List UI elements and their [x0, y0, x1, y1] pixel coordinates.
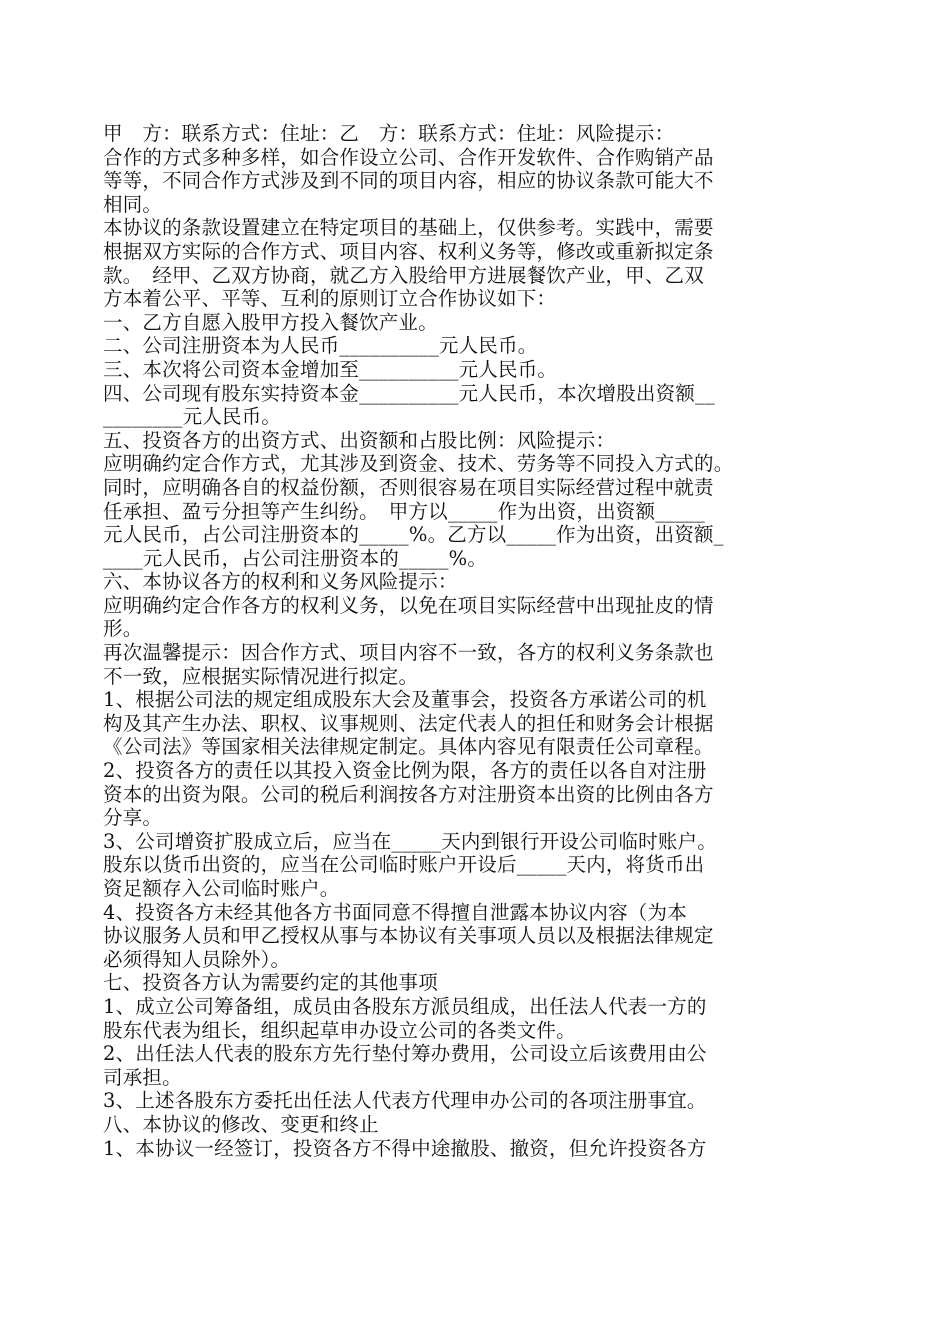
text-line: 资本的出资为限。公司的税后利润按各方对注册资本出资的比例由各方: [103, 782, 714, 806]
text-line: 任承担、盈亏分担等产生纠纷。 甲方以_____作为出资，出资额_____: [103, 499, 705, 523]
text-line: [103, 1160, 863, 1184]
text-line: 款。 经甲、乙双方协商，就乙方入股给甲方进展餐饮产业，甲、乙双: [103, 263, 704, 287]
text-line: 方本着公平、平等、互利的原则订立合作协议如下：: [103, 287, 557, 311]
text-line: ____元人民币，占公司注册资本的_____%。: [103, 546, 488, 570]
text-line: 相同。: [103, 192, 163, 216]
text-line: 构及其产生办法、职权、议事规则、法定代表人的担任和财务会计根据: [103, 711, 714, 735]
document-body: [103, 122, 863, 1184]
text-line: 再次温馨提示：因合作方式、项目内容不一致，各方的权利义务条款也: [103, 641, 714, 665]
text-line: 1、根据公司法的规定组成股东大会及董事会，投资各方承诺公司的机: [103, 688, 707, 712]
text-line: 《公司法》等国家相关法律规定制定。具体内容见有限责任公司章程。: [103, 735, 714, 759]
text-line: 形。: [103, 617, 143, 641]
text-line: 不一致，应根据实际情况进行拟定。: [103, 664, 419, 688]
text-line: 同时，应明确各自的权益份额，否则很容易在项目实际经营过程中就责: [103, 475, 714, 499]
text-line: 应明确约定合作方式，尤其涉及到资金、技术、劳务等不同投入方式的。: [103, 452, 734, 476]
text-line: 必须得知人员除外）。: [103, 947, 291, 971]
text-line: 3、公司增资扩股成立后，应当在_____天内到银行开设公司临时账户。: [103, 829, 717, 853]
text-line: 2、投资各方的责任以其投入资金比例为限，各方的责任以各自对注册: [103, 759, 707, 783]
text-line: 本协议的条款设置建立在特定项目的基础上，仅供参考。实践中，需要: [103, 216, 714, 240]
text-line: 元人民币，占公司注册资本的_____%。乙方以_____作为出资，出资额_: [103, 523, 724, 547]
text-line: 分享。: [103, 806, 163, 830]
text-line: 一、乙方自愿入股甲方投入餐饮产业。: [103, 310, 438, 334]
text-line: 司承担。: [103, 1065, 182, 1089]
text-line: 等等，不同合作方式涉及到不同的项目内容，相应的协议条款可能大不: [103, 169, 714, 193]
text-line: ________元人民币。: [103, 405, 282, 429]
text-line: 甲 方：联系方式：住址：乙 方：联系方式：住址：风险提示：: [103, 122, 675, 145]
text-line: 应明确约定合作各方的权利义务，以免在项目实际经营中出现扯皮的情: [103, 593, 714, 617]
text-line: 3、上述各股东方委托出任法人代表方代理申办公司的各项注册事宜。: [103, 1089, 707, 1113]
text-line: 根据双方实际的合作方式、项目内容、权利义务等，修改或重新拟定条: [103, 239, 714, 263]
text-line: 七、投资各方认为需要约定的其他事项: [103, 971, 438, 995]
text-line: 协议服务人员和甲乙授权从事与本协议有关事项人员以及根据法律规定: [103, 924, 714, 948]
text-line: 五、投资各方的出资方式、出资额和占股比例：风险提示：: [103, 428, 616, 452]
text-line: 股东代表为组长，组织起草申办设立公司的各类文件。: [103, 1018, 576, 1042]
text-line: 资足额存入公司临时账户。: [103, 877, 340, 900]
text-line: 1、本协议一经签订，投资各方不得中途撤股、撤资，但允许投资各方: [103, 1136, 707, 1160]
text-line: 4、投资各方未经其他各方书面同意不得擅自泄露本协议内容（为本: [103, 900, 687, 924]
text-line: 股东以货币出资的，应当在公司临时账户开设后_____天内，将货币出: [103, 853, 705, 877]
text-line: 二、公司注册资本为人民币__________元人民币。: [103, 334, 538, 358]
text-line: 合作的方式多种多样，如合作设立公司、合作开发软件、合作购销产品: [103, 145, 714, 169]
text-line: 2、出任法人代表的股东方先行垫付筹办费用，公司设立后该费用由公: [103, 1042, 707, 1066]
text-line: 八、本协议的修改、变更和终止: [103, 1112, 379, 1136]
text-line: 三、本次将公司资本金增加至__________元人民币。: [103, 357, 558, 381]
text-line: 六、本协议各方的权利和义务风险提示：: [103, 570, 458, 594]
text-line: 四、公司现有股东实持资本金__________元人民币，本次增股出资额__: [103, 381, 715, 405]
text-line: 1、成立公司筹备组，成员由各股东方派员组成，出任法人代表一方的: [103, 994, 707, 1018]
